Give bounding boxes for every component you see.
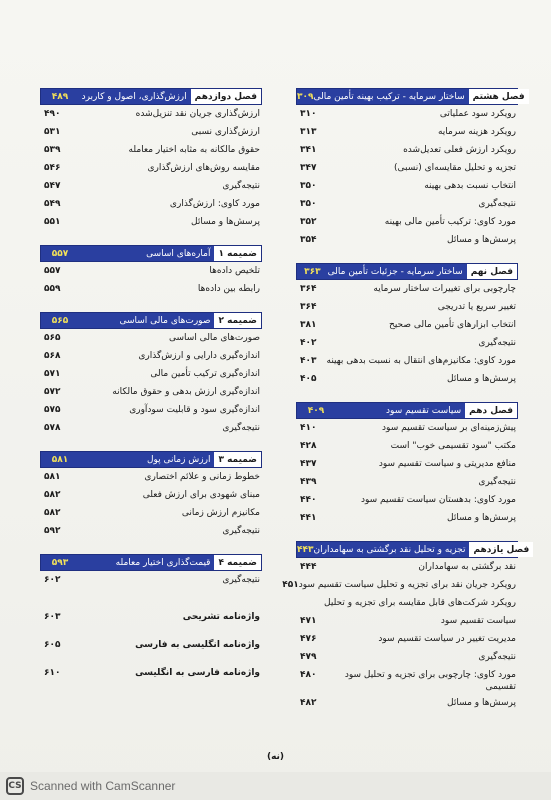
right-column <box>282 88 530 712</box>
section-header <box>40 554 262 571</box>
section-header <box>296 541 530 558</box>
page-number: (نه) <box>266 752 285 762</box>
entry-page: ۳۶۴ <box>300 302 317 312</box>
toc-entry[interactable] <box>296 316 518 334</box>
entry-title: پرسش‌ها و مسائل <box>191 217 260 227</box>
toc-entry[interactable] <box>40 105 262 123</box>
entry-title: اندازه‌گیری ترکیب تأمین مالی <box>150 369 260 379</box>
section-gap <box>40 589 262 603</box>
toc-entry[interactable] <box>40 468 262 486</box>
entry-page: ۳۴۷ <box>300 163 317 173</box>
camscanner-logo-icon: CS <box>6 777 24 795</box>
entry-page: ۴۹۰ <box>44 109 61 119</box>
entry-title: اندازه‌گیری دارایی و ارزش‌گذاری <box>138 351 260 361</box>
section-label: فصل دوازدهم <box>191 89 261 104</box>
entry-page: ۴۳۷ <box>300 459 317 469</box>
entry-title: خطوط زمانی و علائم اختصاری <box>144 472 260 482</box>
section-label: ضمیمه ۴ <box>214 555 261 570</box>
entry-page: ۴۷۹ <box>300 652 317 662</box>
entry-list <box>40 329 262 437</box>
entry-title: نتیجه‌گیری <box>478 199 516 209</box>
entry-title: نتیجه‌گیری <box>222 575 260 585</box>
section-header <box>40 245 262 262</box>
entry-page: ۵۷۸ <box>44 423 61 433</box>
section-gap <box>296 249 518 263</box>
entry-page: ۵۵۹ <box>44 284 61 294</box>
entry-title: تغییر سریع یا تدریجی <box>437 302 516 312</box>
toc-entry[interactable] <box>296 558 518 576</box>
toc-entry[interactable] <box>40 159 262 177</box>
toc-section <box>40 88 262 245</box>
toc-entry[interactable] <box>296 594 518 612</box>
section-title-bar <box>313 542 533 557</box>
toc-entry[interactable] <box>40 329 262 347</box>
toc-entry[interactable] <box>40 213 262 231</box>
entry-title: اندازه‌گیری سود و قابلیت سودآوری <box>129 405 260 415</box>
toc-entry[interactable] <box>296 123 518 141</box>
entry-title: مورد کاوی: مکانیزم‌های انتقال به نسبت بدهی بهینه <box>326 356 516 366</box>
section-title-bar <box>328 264 517 279</box>
section-title: تجزیه و تحلیل نقد برگشتی به سهامداران <box>313 544 466 555</box>
entry-title: حقوق مالکانه به مثابه اختیار معامله <box>128 145 260 155</box>
entry-title: تجزیه و تحلیل مقایسه‌ای (نسبی) <box>393 163 516 173</box>
entry-page: ۳۵۰ <box>300 181 317 191</box>
entry-title: مقایسه روش‌های ارزش‌گذاری <box>147 163 260 173</box>
section-start-page: ۴۰۹ <box>307 405 325 416</box>
section-header <box>296 402 518 419</box>
entry-title: مورد کاوی: ارزش‌گذاری <box>169 199 260 209</box>
entry-page: ۵۴۷ <box>44 181 61 191</box>
entry-page: ۵۸۲ <box>44 490 61 500</box>
entry-title: پرسش‌ها و مسائل <box>447 698 516 708</box>
entry-title: چارچوبی برای تغییرات ساختار سرمایه <box>373 284 516 294</box>
entry-title: رابطه بین داده‌ها <box>197 284 260 294</box>
section-gap <box>40 437 262 451</box>
section-start-page: ۵۸۱ <box>51 454 69 465</box>
section-start-page: ۵۹۳ <box>51 557 69 568</box>
section-title: صورت‌های مالی اساسی <box>119 315 211 326</box>
section-start-page: ۴۴۳ <box>297 544 314 555</box>
toc-section <box>296 402 518 541</box>
section-header <box>296 263 518 280</box>
toc-entry[interactable] <box>296 105 518 123</box>
entry-title: ارزش‌گذاری نسبی <box>191 127 260 137</box>
entry-title: نتیجه‌گیری <box>478 477 516 487</box>
entry-title: مورد کاوی: بدهستان سیاست تقسیم سود <box>360 495 516 505</box>
toc-entry[interactable] <box>296 280 518 298</box>
toc-entry[interactable] <box>40 123 262 141</box>
toc-entry[interactable] <box>40 603 262 631</box>
entry-title: رویکرد ارزش فعلی تعدیل‌شده <box>403 145 516 155</box>
entry-page: ۵۷۲ <box>44 387 61 397</box>
section-label: فصل دهم <box>465 403 517 418</box>
section-header <box>40 88 262 105</box>
toc-entry[interactable] <box>40 401 262 419</box>
section-label: ضمیمه ۱ <box>214 246 261 261</box>
section-gap <box>40 231 262 245</box>
toc-section <box>282 541 530 712</box>
left-column <box>40 88 262 687</box>
entry-list <box>296 419 518 527</box>
entry-title: صورت‌های مالی اساسی <box>169 333 260 343</box>
entry-page: ۳۵۲ <box>300 217 317 227</box>
toc-entry[interactable] <box>40 347 262 365</box>
toc-entry[interactable] <box>296 141 518 159</box>
entry-title: مبنای شهودی برای ارزش فعلی <box>142 490 260 500</box>
entry-page: ۳۴۱ <box>300 145 317 155</box>
entry-page: ۴۷۶ <box>300 634 317 644</box>
entry-page: ۵۶۸ <box>44 351 61 361</box>
entry-title: نتیجه‌گیری <box>222 526 260 536</box>
section-label: فصل نهم <box>467 264 517 279</box>
toc-entry[interactable] <box>296 334 518 352</box>
section-label: فصل هشتم <box>469 89 529 104</box>
entry-page: ۵۸۱ <box>44 472 61 482</box>
entry-page: ۳۱۰ <box>300 109 317 119</box>
entry-page: ۴۴۰ <box>300 495 317 505</box>
section-title-bar <box>79 555 261 570</box>
toc-entry[interactable] <box>40 571 262 589</box>
section-title-bar <box>79 89 261 104</box>
entry-page: ۵۴۹ <box>44 199 61 209</box>
entry-list <box>40 262 262 298</box>
entry-page: ۵۶۵ <box>44 333 61 343</box>
toc-section <box>296 88 525 263</box>
toc-section <box>40 245 262 312</box>
entry-page: ۴۷۱ <box>300 616 317 626</box>
toc-entry[interactable] <box>40 522 262 540</box>
toc-section <box>40 312 262 451</box>
toc-entry[interactable] <box>40 631 262 659</box>
entry-page: ۴۳۹ <box>300 477 317 487</box>
entry-page: ۵۴۶ <box>44 163 61 173</box>
entry-title: رویکرد شرکت‌های قابل مقایسه برای تجزیه و تحلیل <box>324 598 516 608</box>
section-start-page: ۳۰۹ <box>297 91 314 102</box>
toc-section <box>40 554 262 603</box>
entry-page: ۶۱۰ <box>44 668 61 678</box>
toc-entry[interactable] <box>296 694 518 712</box>
toc-entry[interactable] <box>296 195 518 213</box>
section-title: سیاست تقسیم سود <box>386 405 462 416</box>
entry-title: مورد کاوی: ترکیب تأمین مالی بهینه <box>384 217 516 227</box>
section-title-bar <box>313 89 528 104</box>
toc-entry[interactable] <box>296 491 518 509</box>
section-header <box>40 451 262 468</box>
toc-entry[interactable] <box>296 231 518 249</box>
section-title-bar <box>335 403 517 418</box>
toc-entry[interactable] <box>40 177 262 195</box>
toc-section <box>296 263 518 402</box>
entry-page: ۴۰۲ <box>300 338 317 348</box>
toc-entry[interactable] <box>40 486 262 504</box>
entry-page: ۴۲۸ <box>300 441 317 451</box>
section-header <box>40 312 262 329</box>
entry-page: ۴۴۱ <box>300 513 317 523</box>
entry-title: مکانیزم ارزش زمانی <box>181 508 260 518</box>
toc-entry[interactable] <box>40 504 262 522</box>
toc-entry[interactable] <box>40 262 262 280</box>
section-title: ساختار سرمایه - جزئیات تأمین مالی <box>327 266 463 277</box>
entry-title: ارزش‌گذاری جریان نقد تنزیل‌شده <box>135 109 260 119</box>
entry-title: مورد کاوی: چارچوبی برای تجزیه و تحلیل سود تقسیمی <box>344 670 516 692</box>
toc-entry[interactable] <box>296 419 518 437</box>
entry-title: واژه‌نامه تشریحی <box>182 612 260 622</box>
entry-title: واژه‌نامه فارسی به انگلیسی <box>135 668 260 678</box>
toc-section <box>40 451 262 554</box>
entry-title: پرسش‌ها و مسائل <box>447 513 516 523</box>
toc-entry[interactable] <box>40 141 262 159</box>
entry-page: ۴۱۰ <box>300 423 317 433</box>
toc-entry[interactable] <box>296 666 518 694</box>
entry-page: ۵۳۱ <box>44 127 61 137</box>
section-title: ارزش زمانی پول <box>146 454 211 465</box>
section-label: فصل یازدهم <box>469 542 533 557</box>
entry-page: ۴۸۲ <box>300 698 317 708</box>
entry-title: پیش‌زمینه‌ای بر سیاست تقسیم سود <box>382 423 516 433</box>
section-title-bar <box>79 313 261 328</box>
entry-title: نتیجه‌گیری <box>478 652 516 662</box>
entry-page: ۵۵۱ <box>44 217 61 227</box>
entry-title: سیاست تقسیم سود <box>440 616 516 626</box>
section-title-bar <box>79 452 261 467</box>
entry-page: ۳۸۱ <box>300 320 317 330</box>
section-start-page: ۳۶۳ <box>304 266 321 277</box>
toc-entry[interactable] <box>296 177 518 195</box>
entry-title: مدیریت تغییر در سیاست تقسیم سود <box>378 634 516 644</box>
section-title-bar <box>79 246 261 261</box>
entry-title: انتخاب ابزارهای تأمین مالی صحیح <box>389 320 516 330</box>
entry-page: ۵۷۵ <box>44 405 61 415</box>
toc-entry[interactable] <box>296 473 518 491</box>
entry-page: ۳۱۳ <box>300 127 317 137</box>
entry-page: ۴۴۴ <box>300 562 317 572</box>
entry-title: نتیجه‌گیری <box>222 181 260 191</box>
section-title: آماره‌های اساسی <box>146 248 211 259</box>
entry-title: واژه‌نامه انگلیسی به فارسی <box>135 640 260 650</box>
entry-page: ۵۳۹ <box>44 145 61 155</box>
entry-list <box>282 558 518 712</box>
entry-page: ۶۰۵ <box>44 640 61 650</box>
entry-page: ۳۵۰ <box>300 199 317 209</box>
entry-page: ۵۷۱ <box>44 369 61 379</box>
entry-title: پرسش‌ها و مسائل <box>447 235 516 245</box>
toc-entry[interactable] <box>296 370 518 388</box>
entry-list <box>40 571 262 589</box>
toc-entry[interactable] <box>296 352 518 370</box>
entry-list <box>296 105 518 249</box>
section-title: قیمت‌گذاری اختیار معامله <box>115 557 211 568</box>
section-start-page: ۵۶۵ <box>51 315 69 326</box>
entry-page: ۴۵۱ <box>282 580 299 590</box>
entry-title: رویکرد هزینه سرمایه <box>437 127 516 137</box>
section-gap <box>296 527 518 541</box>
toc-entry[interactable] <box>40 419 262 437</box>
entry-page: ۶۰۳ <box>44 612 61 622</box>
entry-title: منافع مدیریتی و سیاست تقسیم سود <box>378 459 516 469</box>
toc-entry[interactable] <box>40 659 262 687</box>
toc-entry[interactable] <box>40 383 262 401</box>
section-title: ساختار سرمایه - ترکیب بهینه تأمین مالی <box>313 91 465 102</box>
glossary-list <box>40 603 262 687</box>
section-label: ضمیمه ۳ <box>214 452 261 467</box>
section-title: ارزش‌گذاری، اصول و کاربرد <box>81 91 187 102</box>
toc-entry[interactable] <box>296 455 518 473</box>
toc-entry[interactable] <box>296 298 518 316</box>
entry-page: ۵۵۷ <box>44 266 61 276</box>
entry-title: نقد برگشتی به سهامداران <box>418 562 516 572</box>
toc-entry[interactable] <box>296 159 518 177</box>
entry-page: ۴۰۵ <box>300 374 317 384</box>
toc-entry[interactable] <box>282 576 518 594</box>
scanner-watermark <box>0 772 551 800</box>
entry-page: ۴۸۰ <box>300 670 317 680</box>
entry-page: ۳۶۴ <box>300 284 317 294</box>
entry-title: رویکرد جریان نقد برای تجزیه و تحلیل سیاست تقسیم سود <box>298 580 516 590</box>
entry-title: نتیجه‌گیری <box>478 338 516 348</box>
toc-entry[interactable] <box>296 612 518 630</box>
entry-list <box>296 280 518 388</box>
toc-entry[interactable] <box>296 630 518 648</box>
toc-entry[interactable] <box>296 509 518 527</box>
entry-page: ۴۰۳ <box>300 356 317 366</box>
section-header <box>296 88 525 105</box>
toc-entry[interactable] <box>296 213 518 231</box>
section-label: ضمیمه ۲ <box>214 313 261 328</box>
section-start-page: ۴۸۹ <box>51 91 69 102</box>
toc-entry[interactable] <box>40 195 262 213</box>
section-start-page: ۵۵۷ <box>51 248 69 259</box>
entry-list <box>40 468 262 540</box>
section-gap <box>40 298 262 312</box>
entry-page: ۶۰۲ <box>44 575 61 585</box>
entry-title: مکتب "سود تقسیمی خوب" است <box>390 441 516 451</box>
entry-page: ۳۵۴ <box>300 235 317 245</box>
entry-title: رویکرد سود عملیاتی <box>439 109 516 119</box>
entry-list <box>40 105 262 231</box>
section-gap <box>40 540 262 554</box>
entry-title: پرسش‌ها و مسائل <box>447 374 516 384</box>
toc-entry[interactable] <box>40 365 262 383</box>
entry-page: ۵۹۲ <box>44 526 61 536</box>
entry-title: نتیجه‌گیری <box>222 423 260 433</box>
entry-page: ۵۸۲ <box>44 508 61 518</box>
scanner-text: Scanned with CamScanner <box>30 779 176 793</box>
toc-entry[interactable] <box>296 437 518 455</box>
entry-title: تلخیص داده‌ها <box>209 266 260 276</box>
toc-entry[interactable] <box>40 280 262 298</box>
entry-title: انتخاب نسبت بدهی بهینه <box>424 181 516 191</box>
toc-entry[interactable] <box>296 648 518 666</box>
entry-title: اندازه‌گیری ارزش بدهی و حقوق مالکانه <box>112 387 260 397</box>
section-gap <box>296 388 518 402</box>
